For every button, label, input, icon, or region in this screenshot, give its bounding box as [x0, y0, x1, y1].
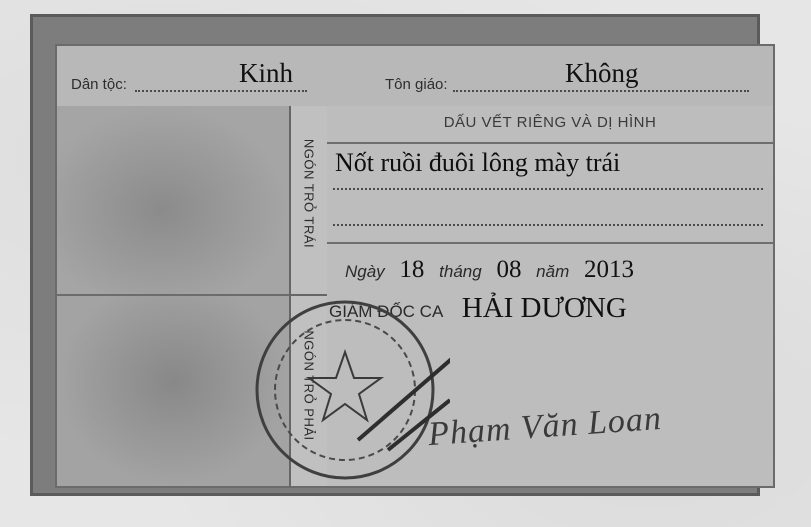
official-seal-stamp	[240, 290, 450, 490]
identifying-marks-title: DẤU VẾT RIÊNG VÀ DỊ HÌNH	[443, 114, 657, 131]
ethnicity-value: Kinh	[239, 58, 293, 88]
religion-label: Tôn giáo:	[385, 76, 448, 93]
identifying-marks-value: Nốt ruồi đuôi lông mày trái	[335, 148, 621, 177]
issue-date	[345, 256, 634, 284]
marks-bottom-rule	[327, 242, 773, 244]
left-index-fingerprint	[57, 106, 289, 296]
date-year: 2013	[583, 256, 634, 283]
ethnicity-label: Dân tộc:	[71, 76, 127, 93]
right-index-finger-label: NGÓN TRỎ PHẢI	[301, 330, 317, 441]
left-index-finger-label: NGÓN TRỎ TRÁI	[301, 138, 317, 249]
seal-star-icon	[309, 352, 381, 420]
date-year-label: năm	[536, 262, 570, 281]
issuer-city: HẢI DƯƠNG	[461, 292, 627, 324]
ethnicity-religion-row	[57, 46, 773, 108]
marks-dotted-line-2	[333, 224, 763, 226]
religion-dotted-line	[453, 90, 749, 92]
issuer-title: GIÁM ĐỐC CA	[329, 302, 444, 321]
marks-title-rule	[327, 142, 773, 144]
date-month: 08	[496, 256, 522, 283]
religion-value: Không	[565, 58, 639, 88]
marks-dotted-line-1	[333, 188, 763, 190]
date-day: 18	[399, 256, 425, 283]
handwritten-signature: Phạm Văn Loan	[426, 399, 663, 454]
ethnicity-dotted-line	[135, 90, 307, 92]
date-month-label: tháng	[439, 262, 482, 281]
date-day-label: Ngày	[345, 262, 385, 281]
seal-inner-ring	[275, 320, 415, 460]
seal-outer-ring	[257, 302, 433, 478]
